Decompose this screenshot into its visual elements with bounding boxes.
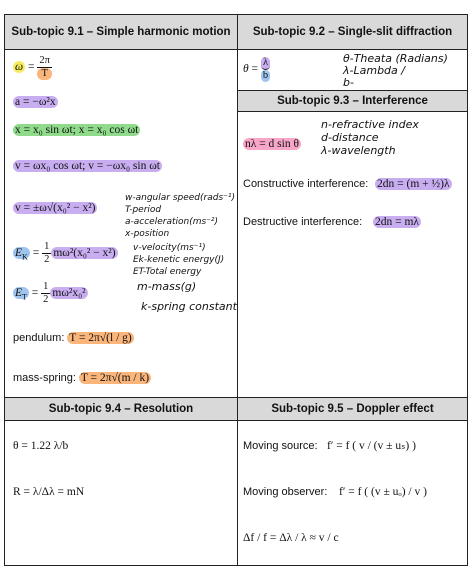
et-symbol: E — [15, 287, 23, 300]
handwritten-note: d-distance — [321, 131, 379, 144]
handwritten-note: v-velocity(ms⁻¹) — [133, 243, 206, 253]
moving-observer-formula: f′ = f ( (v ± uₒ) / v ) — [339, 486, 427, 498]
mass-spring-formula — [13, 371, 151, 385]
denominator: 2 — [44, 254, 50, 265]
handwritten-note: k-spring constant — [141, 300, 237, 313]
divider — [5, 49, 467, 50]
ek-rhs: mω²(x₀² − x²) — [53, 247, 116, 260]
destructive-label: Destructive interference: — [243, 216, 363, 228]
denominator: 2 — [43, 294, 49, 305]
formula-sheet — [4, 14, 468, 566]
interference-formula — [243, 137, 301, 151]
doppler-approx-formula: Δf / f = Δλ / λ ≈ v / c — [243, 532, 339, 544]
numerator: λ — [261, 57, 270, 70]
kinetic-energy-formula — [13, 241, 118, 266]
numerator: 1 — [44, 241, 50, 252]
velocity-expr: v = ωx₀ cos ωt; v = −ωx₀ sin ωt — [15, 160, 160, 172]
header-9-2: Sub-topic 9.2 – Single-slit diffraction — [238, 15, 467, 49]
interference-expr: nλ = d sin θ — [245, 138, 299, 150]
velocity-sqrt-formula — [13, 201, 97, 215]
resolving-power-formula: R = λ/Δλ = mN — [13, 486, 85, 498]
resolution-formula: θ = 1.22 λ/b — [13, 440, 69, 452]
constructive-formula — [375, 177, 452, 191]
theta-symbol: θ — [243, 63, 249, 76]
velocity-formula — [13, 159, 162, 173]
pendulum-label: pendulum: — [13, 332, 65, 344]
divider — [5, 420, 467, 421]
denominator: T — [37, 68, 52, 80]
et-rhs: mω²x₀² — [52, 287, 86, 300]
handwritten-note: λ-wavelength — [321, 144, 396, 157]
denominator: b — [262, 70, 269, 81]
mass-spring-label: mass-spring: — [13, 372, 76, 384]
numerator: 2π — [39, 55, 50, 66]
acceleration-formula — [13, 95, 58, 109]
omega-symbol: ω — [15, 61, 24, 74]
header-9-5: Sub-topic 9.5 – Doppler effect — [238, 398, 467, 420]
header-9-3: Sub-topic 9.3 – Interference — [238, 91, 467, 111]
handwritten-note: b- — [343, 76, 354, 89]
diffraction-formula — [243, 57, 270, 82]
constructive-label: Constructive interference: — [243, 178, 369, 190]
numerator: 1 — [43, 281, 49, 292]
handwritten-note: λ-Lambda / — [343, 64, 405, 77]
destructive-formula — [373, 215, 421, 229]
handwritten-note: m-mass(g) — [137, 280, 197, 293]
handwritten-note: x-position — [125, 229, 170, 239]
handwritten-note: Ek-kenetic energy(J) — [133, 255, 225, 265]
handwritten-note: ET-Total energy — [133, 267, 202, 277]
omega-formula — [13, 55, 52, 80]
moving-source-formula: f′ = f ( v / (v ± uₛ) ) — [327, 440, 416, 452]
divider — [238, 111, 467, 112]
header-9-4: Sub-topic 9.4 – Resolution — [5, 398, 237, 420]
velocity-sqrt-expr: v = ±ω√(x₀² − x²) — [15, 202, 96, 214]
fraction — [261, 57, 270, 82]
fraction — [37, 55, 52, 80]
pendulum-expr: T = 2π√(l / g) — [69, 332, 132, 344]
header-9-1: Sub-topic 9.1 – Simple harmonic motion — [5, 15, 237, 49]
handwritten-note: w-angular speed(rads⁻¹) — [125, 193, 236, 203]
ek-subscript: K — [22, 252, 28, 262]
handwritten-note: θ-Theata (Radians) — [343, 52, 448, 65]
half-fraction — [42, 241, 51, 266]
pendulum-formula — [13, 331, 134, 345]
constructive-expr: 2dn = (m + ½)λ — [377, 178, 450, 190]
equals: = — [28, 287, 42, 300]
mass-spring-expr: T = 2π√(m / k) — [80, 372, 150, 384]
handwritten-note: a-acceleration(ms⁻²) — [125, 217, 219, 227]
et-subscript: T — [22, 292, 27, 302]
moving-source-label: Moving source: — [243, 440, 318, 452]
equals: = — [248, 63, 261, 76]
total-energy-formula — [13, 281, 88, 306]
displacement-expr: x = x₀ sin ωt; x = x₀ cos ωt — [15, 124, 139, 136]
destructive-expr: 2dn = mλ — [375, 216, 420, 228]
ek-symbol: E — [15, 247, 23, 260]
handwritten-note: T-period — [125, 205, 162, 215]
handwritten-note: n-refractive index — [321, 118, 419, 131]
displacement-formula — [13, 123, 140, 137]
equals: = — [29, 247, 43, 260]
equals: = — [25, 61, 38, 74]
acceleration-expr: a = −ω²x — [15, 96, 56, 108]
moving-observer-label: Moving observer: — [243, 486, 328, 498]
